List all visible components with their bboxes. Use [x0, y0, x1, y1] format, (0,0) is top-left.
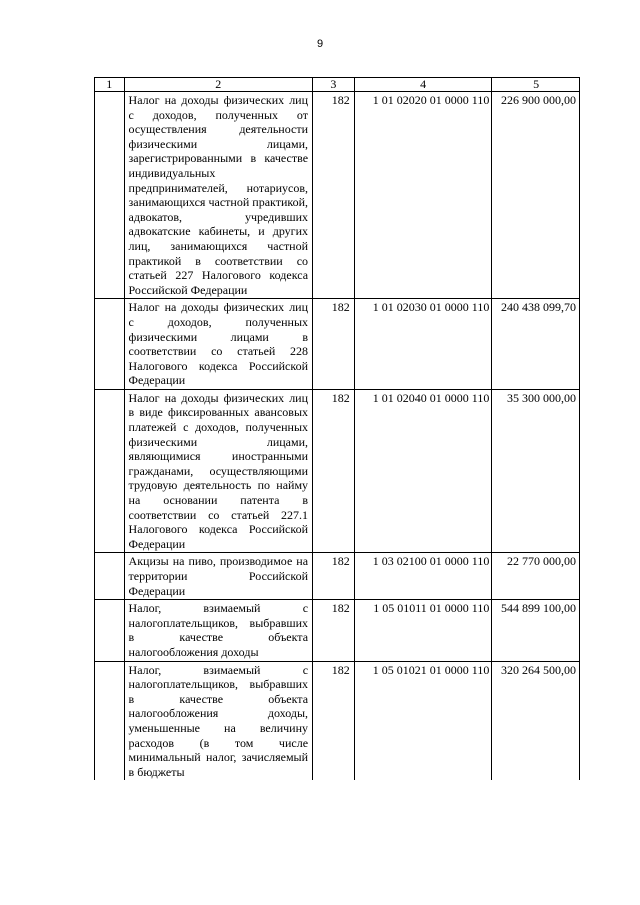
amount-cell: 320 264 500,00 [492, 661, 580, 780]
row-number-cell [95, 299, 125, 390]
amount-cell: 35 300 000,00 [492, 389, 580, 553]
admin-code-cell: 182 [313, 299, 355, 390]
header-row [95, 78, 580, 92]
table-row [95, 600, 580, 661]
row-number-cell [95, 553, 125, 600]
row-number-cell [95, 600, 125, 661]
budget-code-cell: 1 05 01011 01 0000 110 [354, 600, 492, 661]
income-name-cell: Налог, взимаемый с налогоплательщиков, выбравших в качестве объекта налогообложения доходы [124, 600, 312, 661]
admin-code-cell: 182 [313, 389, 355, 553]
header-col-4: 4 [354, 78, 492, 92]
income-name-cell: Налог, взимаемый с налогоплательщиков, выбравших в качестве объекта налогообложения доходы, уменьшенные на величину расходов (в том числе минимальный налог, зачисляемый в бюджеты [124, 661, 312, 780]
table-header [95, 78, 580, 92]
amount-cell: 226 900 000,00 [492, 92, 580, 299]
budget-code-cell: 1 05 01021 01 0000 110 [354, 661, 492, 780]
header-col-3: 3 [313, 78, 355, 92]
income-name-cell: Акцизы на пиво, производимое на территории Российской Федерации [124, 553, 312, 600]
table-row [95, 553, 580, 600]
admin-code-cell: 182 [313, 553, 355, 600]
income-name-cell: Налог на доходы физических лиц с доходов, полученных от осуществления деятельности физическими лицами, зарегистрированными в качестве индивидуальных предпринимателей, нотариусов, занимающихся частной практикой, адвокатов, учредивших адвокатские кабинеты, и других лиц, занимающихся частной практикой в соответствии со статьей 227 Налогового кодекса Российской Федерации [124, 92, 312, 299]
table-row [95, 92, 580, 299]
table-row [95, 389, 580, 553]
row-number-cell [95, 661, 125, 780]
income-name-cell: Налог на доходы физических лиц в виде фиксированных авансовых платежей с доходов, полученных физическими лицами, являющимися иностранными гражданами, осуществляющими трудовую деятельность по найму на основании патента в соответствии со статьей 227.1 Налогового кодекса Российской Федерации [124, 389, 312, 553]
row-number-cell [95, 92, 125, 299]
header-col-5: 5 [492, 78, 580, 92]
page-number: 9 [316, 38, 324, 50]
revenue-table [94, 77, 580, 780]
budget-code-cell: 1 03 02100 01 0000 110 [354, 553, 492, 600]
amount-cell: 544 899 100,00 [492, 600, 580, 661]
budget-code-cell: 1 01 02030 01 0000 110 [354, 299, 492, 390]
admin-code-cell: 182 [313, 92, 355, 299]
table-row [95, 661, 580, 780]
row-number-cell [95, 389, 125, 553]
header-col-1: 1 [95, 78, 125, 92]
admin-code-cell: 182 [313, 600, 355, 661]
table-row [95, 299, 580, 390]
admin-code-cell: 182 [313, 661, 355, 780]
income-name-cell: Налог на доходы физических лиц с доходов, полученных физическими лицами в соответствии со статьей 228 Налогового кодекса Российской Федерации [124, 299, 312, 390]
amount-cell: 240 438 099,70 [492, 299, 580, 390]
budget-code-cell: 1 01 02040 01 0000 110 [354, 389, 492, 553]
header-col-2: 2 [124, 78, 312, 92]
table-body [95, 92, 580, 781]
budget-code-cell: 1 01 02020 01 0000 110 [354, 92, 492, 299]
amount-cell: 22 770 000,00 [492, 553, 580, 600]
